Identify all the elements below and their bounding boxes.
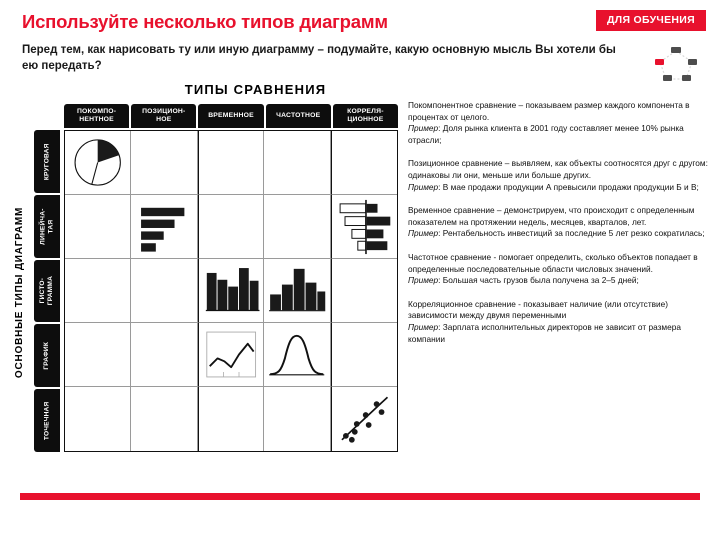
column-chart-frequency <box>264 259 329 322</box>
note-example: : Доля рынка клиента в 2001 году составляет менее 10% рынка отрасли; <box>408 123 684 145</box>
column-header-line1: ЧАСТОТНОЕ <box>276 111 321 119</box>
row-header-lineychataya <box>34 195 60 258</box>
comparison-matrix <box>8 82 398 462</box>
matrix-cell-r5c4 <box>264 387 330 451</box>
line-chart <box>199 323 263 386</box>
matrix-cell-r5c3 <box>198 387 264 451</box>
note-pozitsionnoe <box>408 158 708 193</box>
note-body: Позиционное сравнение – выявляем, как объекты соотносятся друг с другом: одинаковы ли они, меньше или больше других. <box>408 158 708 180</box>
row-header-line2: ГРАММА <box>47 276 55 306</box>
horizontal-bar-chart <box>131 195 196 258</box>
note-pokomponentnoe <box>408 100 708 146</box>
matrix-cell-r5c2 <box>131 387 197 451</box>
row-header-line1: ГРАФИК <box>43 341 51 370</box>
page-subtitle: Перед тем, как нарисовать ту или иную диаграмму – подумайте, какую основную мысль Вы хотели бы ею передать? <box>22 44 616 72</box>
matrix-cell-r4c3 <box>198 323 264 387</box>
row-header-line1: ГИСТО- <box>39 278 47 304</box>
row-header-line1: ЛИНЕЙЧА- <box>39 207 47 245</box>
column-header-line1: ПОКОМПО- <box>76 107 117 115</box>
matrix-cell-r1c1 <box>65 131 131 195</box>
matrix-cell-r1c3 <box>198 131 264 195</box>
matrix-cell-r2c3 <box>198 195 264 259</box>
row-header-krugovaya <box>34 130 60 193</box>
column-header-line1: ПОЗИЦИОН- <box>142 107 186 115</box>
note-chastotnoe <box>408 252 708 287</box>
matrix-cell-r3c5 <box>331 259 397 323</box>
matrix-cell-r4c1 <box>65 323 131 387</box>
note-example-label: Пример <box>408 123 439 134</box>
row-header-line1: ТОЧЕЧНАЯ <box>43 401 51 440</box>
row-header-tochechnaya <box>34 389 60 452</box>
matrix-column-headers <box>64 104 398 128</box>
matrix-cell-r3c3 <box>198 259 264 323</box>
column-header-pokomponentnoe <box>64 104 129 128</box>
matrix-cell-r3c1 <box>65 259 131 323</box>
row-header-grafik <box>34 324 60 387</box>
note-body: Корреляционное сравнение - показывает наличие (или отсутствие) зависимости между двумя переменными <box>408 298 669 321</box>
matrix-cell-r2c1 <box>65 195 131 259</box>
matrix-grid <box>64 130 398 452</box>
column-header-chastotnoe <box>266 104 331 128</box>
column-header-line2: ЦИОННОЕ <box>347 116 384 123</box>
matrix-cell-r2c4 <box>264 195 330 259</box>
note-example-label: Пример <box>408 228 439 239</box>
matrix-cell-r4c2 <box>131 323 197 387</box>
matrix-title: ТИПЫ СРАВНЕНИЯ <box>184 82 327 97</box>
deviation-bar-chart <box>332 195 397 258</box>
note-example: : Большая часть грузов была получена за 2–5 дней; <box>438 275 639 286</box>
matrix-cell-r1c2 <box>131 131 197 195</box>
column-chart-time <box>199 259 263 322</box>
note-example-label: Пример <box>408 275 439 286</box>
page-title: Используйте несколько типов диаграмм <box>22 11 388 32</box>
matrix-cell-r3c4 <box>264 259 330 323</box>
pentagon-cycle-icon <box>654 44 698 84</box>
matrix-cell-r3c2 <box>131 259 197 323</box>
note-example-label: Пример <box>408 321 439 332</box>
matrix-cell-r2c2 <box>131 195 197 259</box>
matrix-cell-r4c5 <box>331 323 397 387</box>
matrix-cell-r4c4 <box>264 323 330 387</box>
note-example: : Зарплата исполнительных директоров не зависит от размера компании <box>408 321 681 344</box>
column-header-line1: КОРРЕЛЯ- <box>347 107 384 115</box>
scatter-chart <box>332 387 397 451</box>
note-example: : Рентабельность инвестиций за последние 5 лет резко сократилась; <box>438 228 705 239</box>
row-header-line2: ТАЯ <box>47 219 54 234</box>
note-vremennoe <box>408 205 708 240</box>
column-header-pozitsionnoe <box>131 104 196 128</box>
pie-chart <box>65 131 130 194</box>
matrix-row-headers <box>34 130 60 452</box>
bottom-accent-bar <box>20 493 700 500</box>
status-badge: ДЛЯ ОБУЧЕНИЯ <box>596 10 706 31</box>
matrix-cell-r1c5 <box>331 131 397 195</box>
note-body: Покомпонентное сравнение – показываем размер каждого компонента в процентах от целого. <box>408 100 690 122</box>
column-header-line2: НЕНТНОЕ <box>79 116 114 123</box>
column-header-line1: ВРЕМЕННОЕ <box>208 111 254 119</box>
note-korrelyatsionnoe <box>408 299 708 345</box>
row-header-gistogramma <box>34 260 60 323</box>
matrix-row-axis-label <box>10 132 30 452</box>
matrix-cell-r5c5 <box>331 387 397 451</box>
note-body: Частотное сравнение - помогает определить, сколько объектов попадает в определенные последовательные области числовых значений. <box>408 251 698 274</box>
comparison-notes <box>408 100 708 357</box>
matrix-cell-r2c5 <box>331 195 397 259</box>
matrix-cell-r1c4 <box>264 131 330 195</box>
note-example-label: Пример <box>408 181 439 192</box>
row-header-line1: КРУГОВАЯ <box>43 143 51 180</box>
row-axis-label-text: ОСНОВНЫЕ ТИПЫ ДИАГРАММ <box>14 206 26 378</box>
note-body: Временное сравнение – демонстрируем, что происходит с определенным показателем на протяжении недель, месяцев, кварталов, лет. <box>408 205 695 227</box>
column-header-line2: НОЕ <box>156 116 172 123</box>
bell-curve-chart <box>264 323 329 386</box>
matrix-cell-r5c1 <box>65 387 131 451</box>
note-example: : В мае продажи продукции А превысили продажи продукции Б и В; <box>438 181 699 192</box>
column-header-vremennoe <box>198 104 263 128</box>
column-header-korrelyatsionnoe <box>333 104 398 128</box>
